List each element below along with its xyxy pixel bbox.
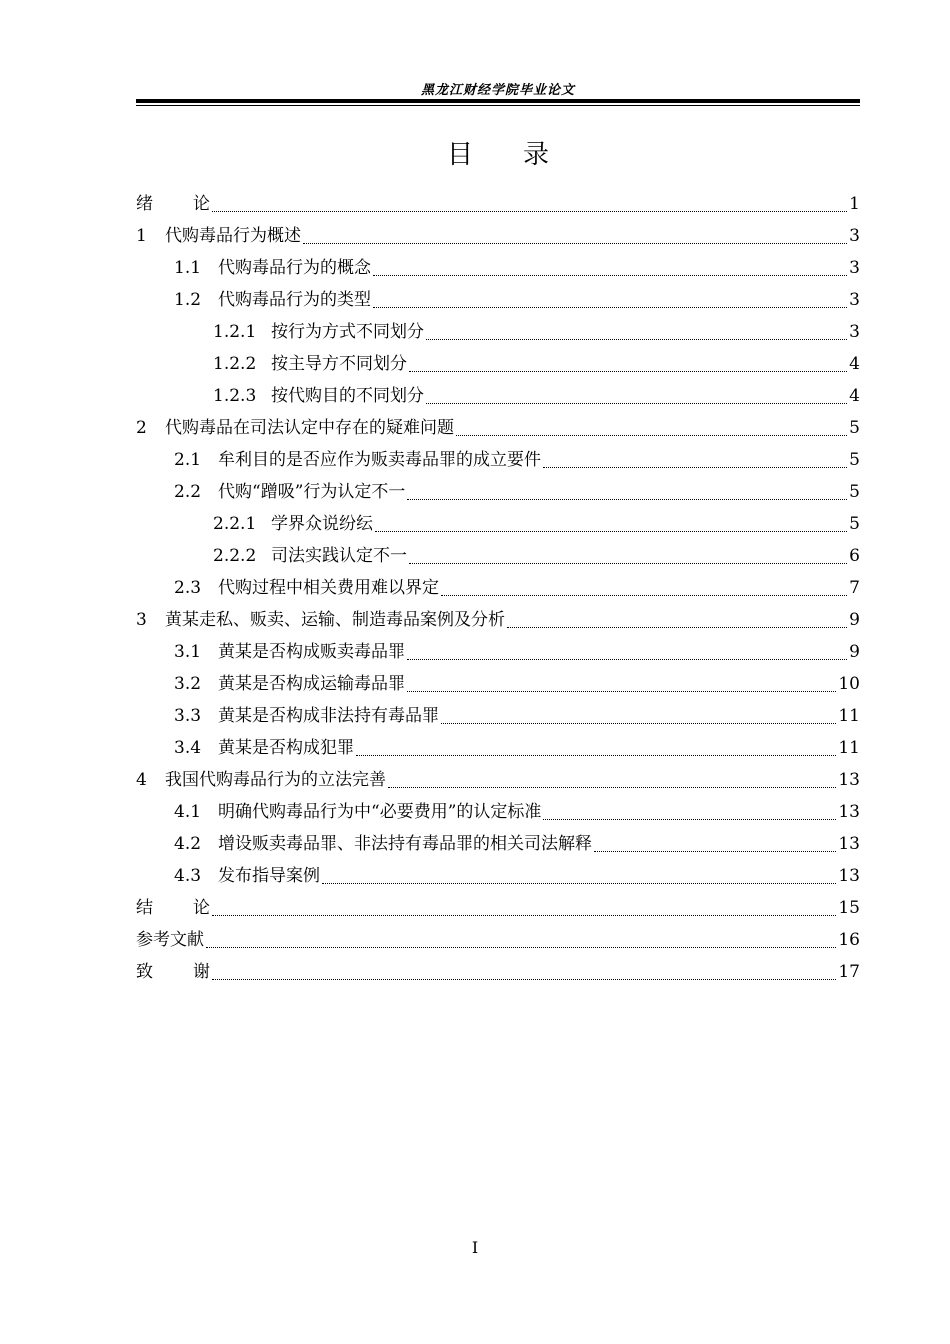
table-of-contents — [136, 188, 860, 988]
toc-entry[interactable] — [136, 188, 860, 220]
toc-entry-page: 9 — [849, 610, 860, 630]
dot-leader — [507, 627, 847, 628]
dot-leader — [409, 563, 847, 564]
toc-entry-title: 代购毒品在司法认定中存在的疑难问题 — [165, 418, 454, 438]
toc-entry-number: 4.3 — [174, 866, 202, 886]
toc-entry[interactable] — [136, 220, 860, 252]
toc-entry-page: 17 — [838, 962, 860, 982]
toc-entry-page: 1 — [849, 194, 860, 214]
toc-entry-title: 黄某走私、贩卖、运输、制造毒品案例及分析 — [165, 610, 505, 630]
toc-entry-number: 3.2 — [174, 674, 202, 694]
toc-entry-number: 1.1 — [174, 258, 202, 278]
toc-entry-page: 13 — [838, 834, 860, 854]
toc-entry-number: 4 — [136, 770, 147, 790]
toc-entry-number: 1 — [136, 226, 147, 246]
toc-entry-title: 代购毒品行为的类型 — [218, 290, 371, 310]
toc-entry-title: 牟利目的是否应作为贩卖毒品罪的成立要件 — [218, 450, 541, 470]
toc-entry-page: 4 — [849, 386, 860, 406]
toc-entry[interactable] — [136, 284, 860, 316]
toc-entry-title: 按行为方式不同划分 — [271, 322, 424, 342]
dot-leader — [543, 467, 847, 468]
toc-entry-page: 11 — [838, 738, 860, 758]
toc-entry-page: 3 — [849, 322, 860, 342]
toc-entry-number: 2.1 — [174, 450, 202, 470]
toc-entry[interactable] — [136, 732, 860, 764]
toc-entry-number: 3.1 — [174, 642, 202, 662]
dot-leader — [212, 915, 836, 916]
toc-entry-number: 2.2 — [174, 482, 202, 502]
toc-entry-title: 代购过程中相关费用难以界定 — [218, 578, 439, 598]
toc-entry-title: 按主导方不同划分 — [271, 354, 407, 374]
toc-entry[interactable] — [136, 636, 860, 668]
toc-entry[interactable] — [136, 572, 860, 604]
toc-entry[interactable] — [136, 956, 860, 988]
toc-entry-page: 3 — [849, 226, 860, 246]
dot-leader — [426, 403, 847, 404]
dot-leader — [375, 531, 847, 532]
toc-title — [136, 134, 860, 171]
toc-entry-title: 致谢 — [136, 962, 210, 982]
toc-entry[interactable] — [136, 316, 860, 348]
toc-entry-number: 4.1 — [174, 802, 202, 822]
dot-leader — [426, 339, 847, 340]
dot-leader — [356, 755, 836, 756]
toc-entry[interactable] — [136, 860, 860, 892]
toc-entry-title: 绪论 — [136, 194, 210, 214]
toc-title-char-2: 录 — [523, 140, 550, 170]
dot-leader — [303, 243, 847, 244]
toc-entry-number: 1.2.2 — [213, 354, 257, 374]
toc-entry-title: 黄某是否构成非法持有毒品罪 — [218, 706, 439, 726]
toc-entry[interactable] — [136, 380, 860, 412]
toc-entry-title: 黄某是否构成犯罪 — [218, 738, 354, 758]
toc-entry-title: 我国代购毒品行为的立法完善 — [165, 770, 386, 790]
toc-entry-page: 15 — [838, 898, 860, 918]
toc-entry-title: 学界众说纷纭 — [271, 514, 373, 534]
toc-entry-title: 结论 — [136, 898, 210, 918]
dot-leader — [594, 851, 836, 852]
toc-entry-page: 13 — [838, 802, 860, 822]
dot-leader — [373, 307, 847, 308]
toc-entry-title: 代购“蹭吸”行为认定不一 — [218, 482, 406, 502]
toc-entry[interactable] — [136, 412, 860, 444]
running-header: 黑龙江财经学院毕业论文 — [420, 83, 575, 98]
toc-entry-number: 2.2.1 — [213, 514, 257, 534]
toc-entry-page: 13 — [838, 866, 860, 886]
toc-entry-page: 5 — [849, 482, 860, 502]
dot-leader — [373, 275, 847, 276]
toc-entry-number: 3 — [136, 610, 147, 630]
toc-entry-page: 5 — [849, 418, 860, 438]
header-rule-thin — [136, 105, 860, 106]
page-number: I — [471, 1238, 479, 1257]
toc-entry-title: 司法实践认定不一 — [271, 546, 407, 566]
dot-leader — [441, 723, 836, 724]
toc-entry[interactable] — [136, 476, 860, 508]
toc-entry[interactable] — [136, 348, 860, 380]
toc-entry-number: 1.2 — [174, 290, 202, 310]
toc-entry[interactable] — [136, 764, 860, 796]
dot-leader — [322, 883, 836, 884]
toc-entry[interactable] — [136, 668, 860, 700]
toc-entry[interactable] — [136, 796, 860, 828]
dot-leader — [388, 787, 836, 788]
toc-entry[interactable] — [136, 508, 860, 540]
dot-leader — [407, 691, 836, 692]
dot-leader — [206, 947, 836, 948]
toc-entry-page: 5 — [849, 450, 860, 470]
toc-entry[interactable] — [136, 540, 860, 572]
toc-entry-number: 2.3 — [174, 578, 202, 598]
dot-leader — [543, 819, 836, 820]
toc-entry-page: 16 — [838, 930, 860, 950]
toc-entry-page: 7 — [849, 578, 860, 598]
dot-leader — [456, 435, 847, 436]
toc-title-char-1: 目 — [446, 140, 473, 170]
toc-entry[interactable] — [136, 604, 860, 636]
toc-entry[interactable] — [136, 252, 860, 284]
toc-entry-page: 5 — [849, 514, 860, 534]
dot-leader — [407, 659, 847, 660]
dot-leader — [212, 979, 836, 980]
toc-entry-page: 13 — [838, 770, 860, 790]
toc-entry-page: 10 — [838, 674, 860, 694]
toc-entry[interactable] — [136, 828, 860, 860]
toc-entry-page: 4 — [849, 354, 860, 374]
toc-entry[interactable] — [136, 892, 860, 924]
toc-entry-title: 按代购目的不同划分 — [271, 386, 424, 406]
dot-leader — [441, 595, 847, 596]
toc-entry-number: 1.2.3 — [213, 386, 257, 406]
toc-entry-page: 6 — [849, 546, 860, 566]
dot-leader — [212, 211, 847, 212]
toc-entry[interactable] — [136, 700, 860, 732]
toc-entry[interactable] — [136, 924, 860, 956]
toc-entry-number: 1.2.1 — [213, 322, 257, 342]
toc-entry-number: 4.2 — [174, 834, 202, 854]
toc-entry-page: 11 — [838, 706, 860, 726]
toc-entry-number: 3.3 — [174, 706, 202, 726]
toc-entry-title: 增设贩卖毒品罪、非法持有毒品罪的相关司法解释 — [218, 834, 592, 854]
toc-entry-number: 3.4 — [174, 738, 202, 758]
toc-entry-title: 黄某是否构成运输毒品罪 — [218, 674, 405, 694]
toc-entry-page: 9 — [849, 642, 860, 662]
toc-entry-title: 发布指导案例 — [218, 866, 320, 886]
toc-entry-title: 明确代购毒品行为中“必要费用”的认定标准 — [218, 802, 542, 822]
toc-entry-page: 3 — [849, 258, 860, 278]
dot-leader — [407, 499, 847, 500]
header-rule-thick — [136, 99, 860, 103]
toc-entry-title: 参考文献 — [136, 930, 204, 950]
toc-entry-page: 3 — [849, 290, 860, 310]
toc-entry-title: 黄某是否构成贩卖毒品罪 — [218, 642, 405, 662]
dot-leader — [409, 371, 847, 372]
toc-entry-title: 代购毒品行为的概念 — [218, 258, 371, 278]
toc-entry-number: 2 — [136, 418, 147, 438]
toc-entry-title: 代购毒品行为概述 — [165, 226, 301, 246]
toc-entry-number: 2.2.2 — [213, 546, 257, 566]
toc-entry[interactable] — [136, 444, 860, 476]
